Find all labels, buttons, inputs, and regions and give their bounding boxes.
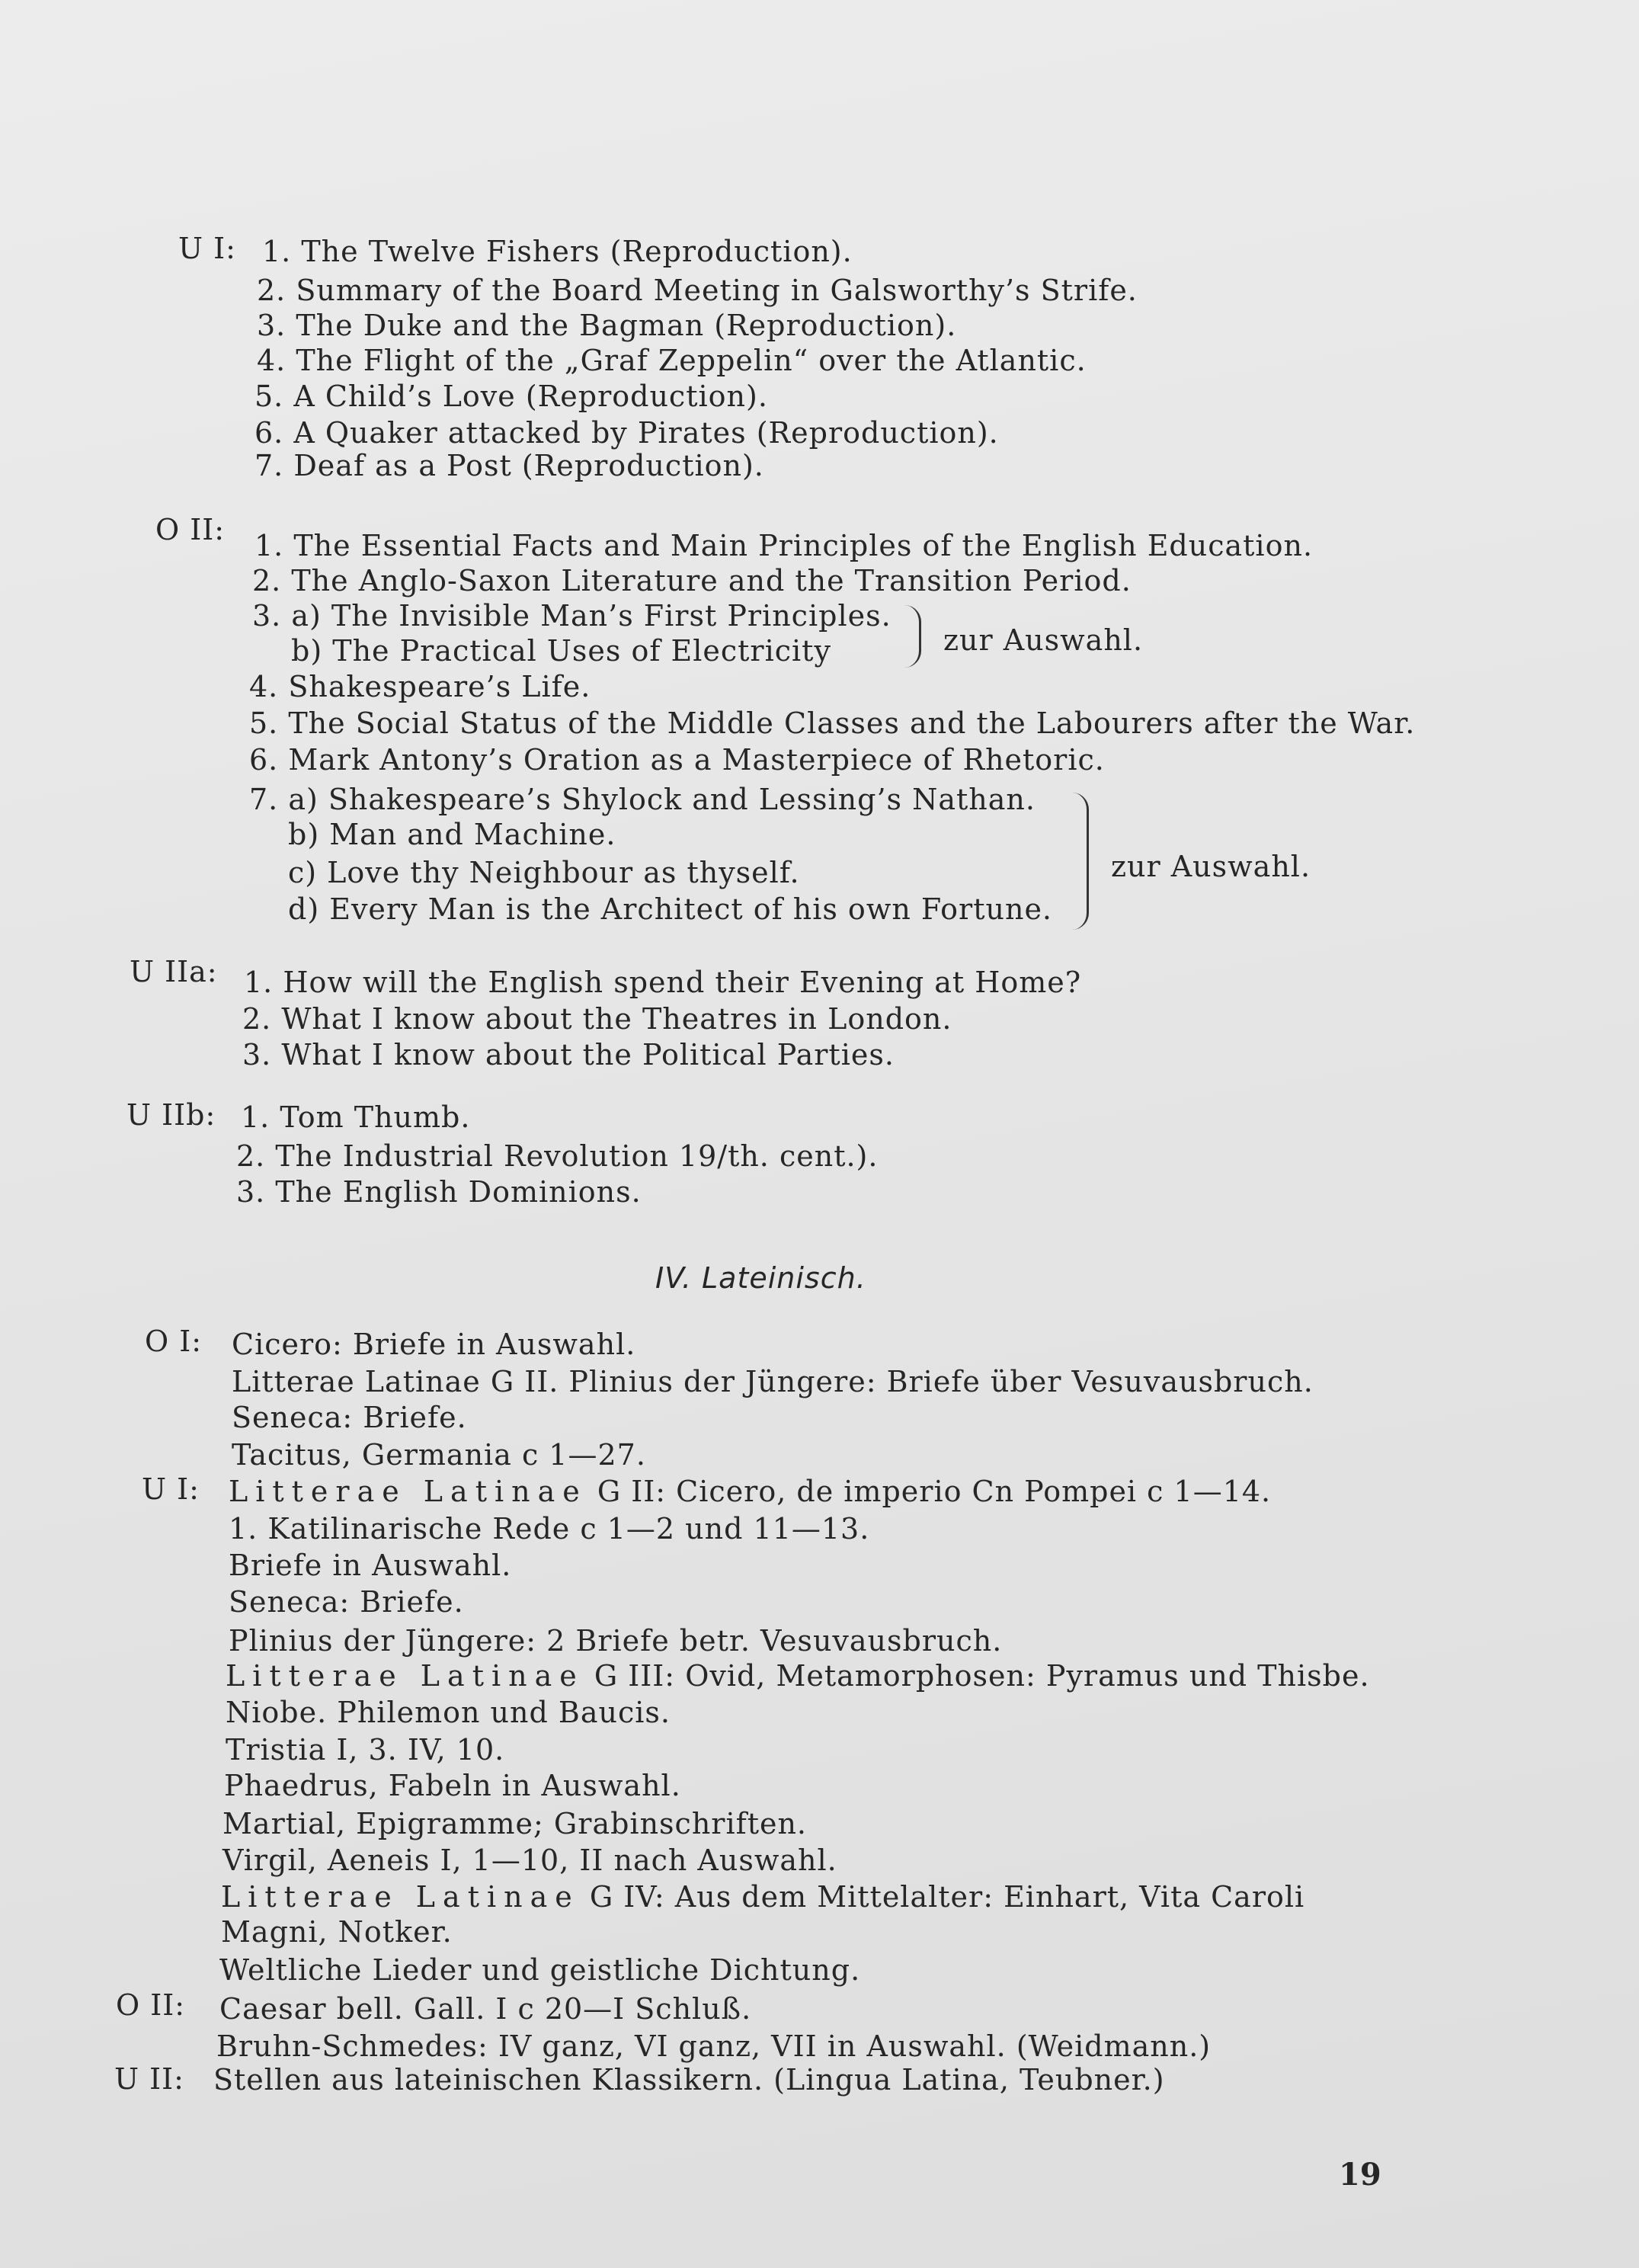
choice-note: zur Auswahl. xyxy=(1111,850,1311,883)
list-item: 7. Deaf as a Post (Reproduction). xyxy=(254,449,764,482)
section-label-uiia: U IIa: xyxy=(130,955,218,988)
text-line: Martial, Epigramme; Grabinschriften. xyxy=(222,1807,807,1840)
list-item: 2. What I know about the Theatres in London. xyxy=(242,1002,952,1036)
brace xyxy=(1064,793,1089,930)
series-title: Litterae Latinae xyxy=(226,1659,584,1693)
list-item: 1. Tom Thumb. xyxy=(241,1100,471,1134)
list-item: c) Love thy Neighbour as thyself. xyxy=(288,856,800,889)
text-line: Weltliche Lieder und geistliche Dichtung. xyxy=(219,1953,861,1987)
list-item: 3. The Duke and the Bagman (Reproduction). xyxy=(257,309,957,342)
list-item: b) Man and Machine. xyxy=(288,818,616,851)
text-line-rest: G II: Cicero, de imperio Cn Pompei c 1—14. xyxy=(597,1475,1272,1508)
list-item: 7. a) Shakespeare’s Shylock and Lessing’s Nathan. xyxy=(249,783,1036,816)
choice-note: zur Auswahl. xyxy=(943,623,1144,657)
list-item: 2. The Industrial Revolution 19/th. cent.). xyxy=(236,1139,879,1173)
section-label-uiib: U IIb: xyxy=(126,1098,216,1132)
text-line: Seneca: Briefe. xyxy=(229,1585,464,1619)
list-item: 6. A Quaker attacked by Pirates (Reproduction). xyxy=(254,416,999,450)
text-line xyxy=(221,1879,1304,1914)
list-item: 1. The Twelve Fishers (Reproduction). xyxy=(262,235,853,268)
list-item: 3. The English Dominions. xyxy=(236,1175,642,1209)
text-line xyxy=(229,1474,1271,1509)
list-item: 2. The Anglo-Saxon Literature and the Transition Period. xyxy=(252,564,1132,597)
text-line: Magni, Notker. xyxy=(221,1915,453,1949)
section-label-ui: U I: xyxy=(178,232,236,265)
section-label-oi: O I: xyxy=(145,1325,203,1358)
text-line: Tacitus, Germania c 1—27. xyxy=(232,1438,646,1472)
section-heading: IV. Lateinisch. xyxy=(655,1261,866,1295)
list-item: 3. a) The Invisible Man’s First Principles. xyxy=(252,599,892,633)
text-line: 1. Katilinarische Rede c 1—2 und 11—13. xyxy=(229,1512,870,1546)
list-item: 1. The Essential Facts and Main Principles of the English Education. xyxy=(254,529,1314,562)
series-title: Litterae Latinae xyxy=(229,1475,587,1508)
list-item: 4. The Flight of the „Graf Zeppelin“ over the Atlantic. xyxy=(257,344,1087,377)
text-line: Stellen aus lateinischen Klassikern. (Lingua Latina, Teubner.) xyxy=(213,2063,1165,2097)
text-line: Tristia I, 3. IV, 10. xyxy=(226,1733,505,1767)
series-title: Litterae Latinae xyxy=(221,1880,580,1914)
text-line-rest: G III: Ovid, Metamorphosen: Pyramus und Thisbe. xyxy=(594,1659,1370,1693)
text-line: Niobe. Philemon und Baucis. xyxy=(226,1696,671,1729)
brace xyxy=(899,605,921,668)
list-item: 1. How will the English spend their Evening at Home? xyxy=(244,966,1082,999)
section-label-oii-latin: O II: xyxy=(116,1988,186,2022)
list-item: 5. The Social Status of the Middle Classes and the Labourers after the War. xyxy=(249,706,1416,740)
list-item: 5. A Child’s Love (Reproduction). xyxy=(254,380,768,413)
text-line: Seneca: Briefe. xyxy=(232,1401,467,1434)
text-line: Virgil, Aeneis I, 1—10, II nach Auswahl. xyxy=(222,1844,837,1877)
list-item: d) Every Man is the Architect of his own Fortune. xyxy=(288,892,1053,926)
section-label-oii: O II: xyxy=(155,513,226,546)
section-label-ui-latin: U I: xyxy=(142,1472,200,1506)
text-line xyxy=(226,1658,1370,1693)
list-item: 4. Shakespeare’s Life. xyxy=(249,670,591,703)
list-item: 2. Summary of the Board Meeting in Galsworthy’s Strife. xyxy=(257,274,1138,307)
text-line: Bruhn-Schmedes: IV ganz, VI ganz, VII in Auswahl. (Weidmann.) xyxy=(216,2029,1212,2063)
text-line: Caesar bell. Gall. I c 20—I Schluß. xyxy=(219,1992,752,2026)
list-item: 6. Mark Antony’s Oration as a Masterpiece of Rhetoric. xyxy=(249,743,1105,777)
text-line: Litterae Latinae G II. Plinius der Jüngere: Briefe über Vesuvausbruch. xyxy=(232,1365,1314,1398)
text-line: Phaedrus, Fabeln in Auswahl. xyxy=(224,1769,681,1802)
text-line: Plinius der Jüngere: 2 Briefe betr. Vesuvausbruch. xyxy=(229,1624,1003,1658)
list-item: 3. What I know about the Political Parties. xyxy=(242,1038,895,1072)
text-line: Briefe in Auswahl. xyxy=(229,1549,512,1582)
text-line: Cicero: Briefe in Auswahl. xyxy=(232,1328,636,1361)
section-label-uii-latin: U II: xyxy=(114,2062,184,2096)
text-line-rest: G IV: Aus dem Mittelalter: Einhart, Vita Caroli xyxy=(589,1880,1305,1914)
list-item: b) The Practical Uses of Electricity xyxy=(291,634,831,668)
page-number: 19 xyxy=(1339,2157,1381,2193)
